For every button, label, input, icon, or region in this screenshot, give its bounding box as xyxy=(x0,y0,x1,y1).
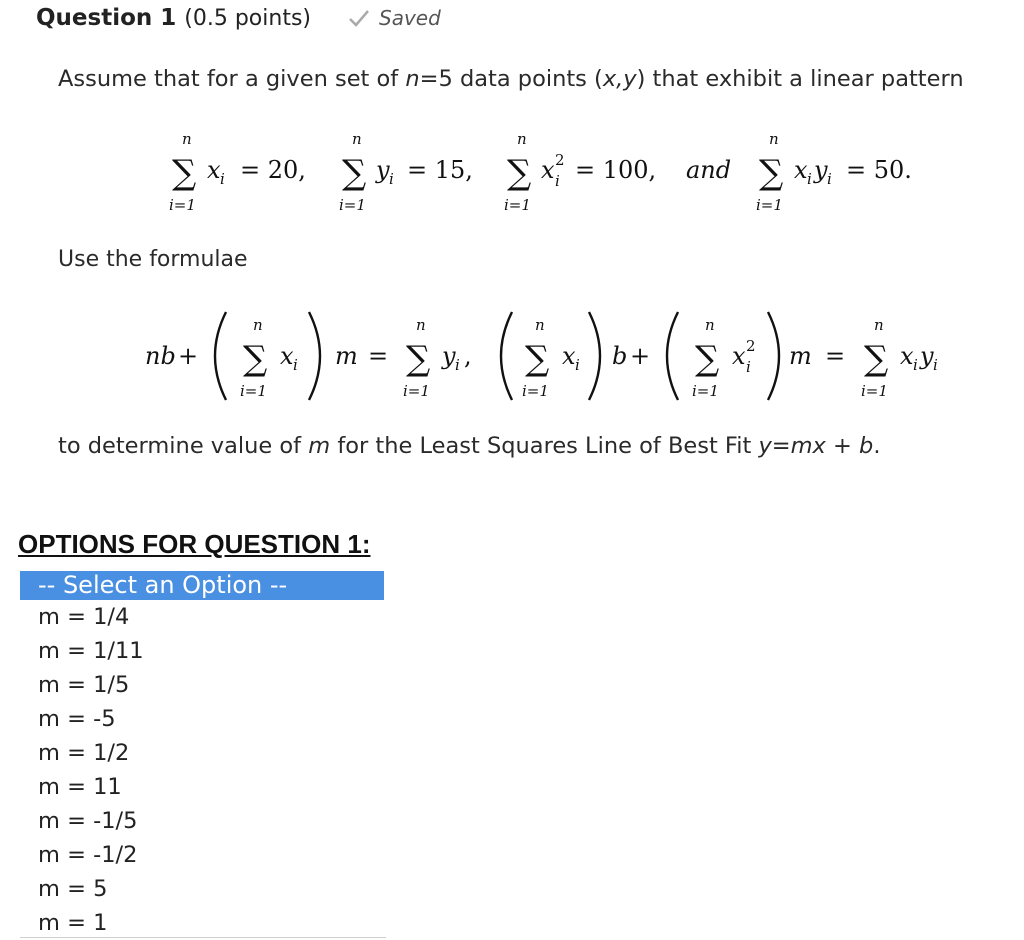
option-item[interactable]: m = -1/2 xyxy=(38,842,138,868)
and-word: and xyxy=(686,156,732,184)
sigma-symbol: ∑ xyxy=(406,339,431,379)
determine-text-b: for the Least Squares Line of Best Fit xyxy=(330,433,759,459)
use-formulae-text: Use the formulae xyxy=(58,247,248,272)
sum-upper-limit: n xyxy=(253,316,263,334)
prompt-text-c: ) that exhibit a linear pattern xyxy=(636,66,964,92)
options-heading: OPTIONS FOR QUESTION 1: xyxy=(18,529,371,559)
m-term: m xyxy=(335,342,358,370)
saved-label: Saved xyxy=(379,6,441,30)
sum-lower-limit: i=1 xyxy=(861,382,888,400)
sum-xy-value: = 50. xyxy=(846,156,912,184)
sum-upper-limit: n xyxy=(416,316,426,334)
sub-i: i xyxy=(555,172,560,190)
question-points: (0.5 points) xyxy=(184,5,311,31)
sup-2: 2 xyxy=(555,151,565,169)
left-paren xyxy=(667,312,678,400)
sum-lower-limit: i=1 xyxy=(692,382,719,400)
option-placeholder-selected[interactable]: -- Select an Option -- xyxy=(20,571,384,600)
option-item[interactable]: m = 1/11 xyxy=(38,638,144,664)
sub-i: i xyxy=(293,356,298,374)
sum-lower-limit: i=1 xyxy=(169,196,196,214)
sum-lower-limit: i=1 xyxy=(339,196,366,214)
prompt-text-a: Assume that for a given set of xyxy=(58,66,406,92)
b-term: b xyxy=(612,342,628,370)
var-y: y xyxy=(442,342,456,370)
var-x: x xyxy=(541,156,555,184)
sub-i: i xyxy=(455,356,460,374)
var-y: y xyxy=(920,342,934,370)
sub-i: i xyxy=(827,170,832,188)
determine-text xyxy=(58,433,880,459)
sum-lower-limit: i=1 xyxy=(522,382,549,400)
formula-two xyxy=(501,312,938,400)
var-x: x xyxy=(794,156,808,184)
sum-x2-term xyxy=(504,130,656,214)
plus-sign: + xyxy=(178,342,199,370)
var-x: x xyxy=(732,342,746,370)
sum-upper-limit: n xyxy=(705,316,715,334)
sub-i: i xyxy=(389,170,394,188)
prompt-n-var: n xyxy=(405,66,420,92)
sum-xy-term xyxy=(756,130,912,214)
sum-lower-limit: i=1 xyxy=(240,382,267,400)
prompt-xy: x,y xyxy=(602,66,637,92)
sum-lower-limit: i=1 xyxy=(504,196,531,214)
var-x: x xyxy=(280,342,294,370)
determine-text-a: to determine value of xyxy=(58,433,309,459)
determine-equation: y=mx xyxy=(758,433,826,459)
option-item[interactable]: m = 1/4 xyxy=(38,604,130,630)
option-item[interactable]: m = 5 xyxy=(38,876,108,902)
option-item[interactable]: m = -5 xyxy=(38,706,116,732)
option-item[interactable]: m = 1/2 xyxy=(38,740,130,766)
sub-i: i xyxy=(913,356,918,374)
sub-i: i xyxy=(220,170,225,188)
sum-upper-limit: n xyxy=(769,130,779,148)
question-title: Question 1 xyxy=(36,5,177,31)
determine-text-c: + xyxy=(825,433,860,459)
plus-sign: + xyxy=(630,342,651,370)
m-term: m xyxy=(789,342,812,370)
sigma-symbol: ∑ xyxy=(695,339,720,379)
sum-upper-limit: n xyxy=(517,130,527,148)
var-y: y xyxy=(376,156,390,184)
sum-y-term xyxy=(339,130,473,214)
sigma-symbol: ∑ xyxy=(243,339,268,379)
sub-i: i xyxy=(746,358,751,376)
nb-term: nb xyxy=(145,342,176,370)
sigma-symbol: ∑ xyxy=(342,153,367,193)
sum-upper-limit: n xyxy=(874,316,884,334)
determine-b: b xyxy=(859,433,874,459)
sum-upper-limit: n xyxy=(535,316,545,334)
equals-sign: = xyxy=(368,342,389,370)
sub-i: i xyxy=(575,356,580,374)
option-item[interactable]: m = 1 xyxy=(38,910,108,936)
right-paren xyxy=(589,312,600,400)
left-paren xyxy=(215,312,226,400)
sum-y-value: = 15, xyxy=(407,156,473,184)
sum-upper-limit: n xyxy=(352,130,362,148)
var-y: y xyxy=(814,156,828,184)
sum-x-term xyxy=(169,130,306,214)
sum-x2-value: = 100, xyxy=(575,156,657,184)
sum-lower-limit: i=1 xyxy=(403,382,430,400)
option-item[interactable]: m = -1/5 xyxy=(38,808,138,834)
sigma-symbol: ∑ xyxy=(864,339,889,379)
left-paren xyxy=(501,312,512,400)
var-x: x xyxy=(207,156,221,184)
var-x: x xyxy=(562,342,576,370)
right-paren xyxy=(768,312,779,400)
sigma-symbol: ∑ xyxy=(507,153,532,193)
equals-sign: = xyxy=(825,342,846,370)
formula-one xyxy=(145,312,472,400)
sup-2: 2 xyxy=(746,337,756,355)
sum-lower-limit: i=1 xyxy=(756,196,783,214)
sum-x-value: = 20, xyxy=(240,156,306,184)
determine-m: m xyxy=(308,433,331,459)
sum-upper-limit: n xyxy=(182,130,192,148)
var-x: x xyxy=(900,342,914,370)
sigma-symbol: ∑ xyxy=(759,153,784,193)
determine-period: . xyxy=(873,433,881,459)
option-item[interactable]: m = 11 xyxy=(38,774,122,800)
options-listbox[interactable] xyxy=(20,571,386,938)
sigma-symbol: ∑ xyxy=(525,339,550,379)
sigma-symbol: ∑ xyxy=(172,153,197,193)
sub-i: i xyxy=(807,170,812,188)
sub-i: i xyxy=(933,356,938,374)
prompt-text-b: =5 data points ( xyxy=(419,66,603,92)
option-item[interactable]: m = 1/5 xyxy=(38,672,130,698)
right-paren xyxy=(309,312,320,400)
comma: , xyxy=(464,342,472,370)
